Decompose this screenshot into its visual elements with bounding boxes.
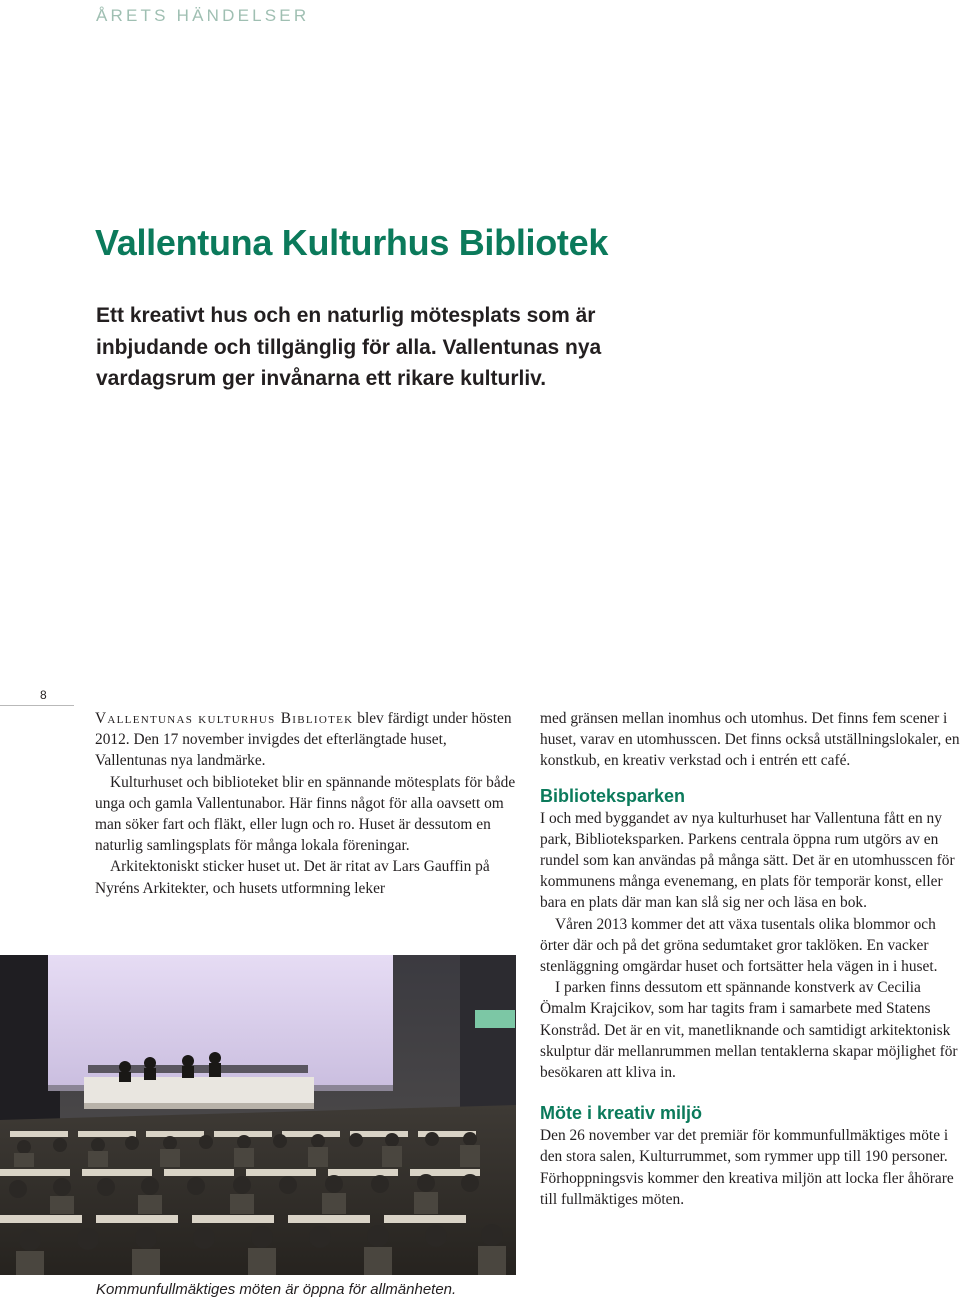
body-paragraph (95, 708, 520, 772)
article-lead: Ett kreativt hus och en naturlig mötesplats som är inbjudande och tillgänglig för alla. Vallentunas nya vardagsrum ger invånarna ett rikare kulturliv. (96, 304, 602, 390)
article-title: Vallentuna Kulturhus Bibliotek (95, 222, 609, 263)
body-paragraph: I parken finns dessutom ett spännande konstverk av Cecilia Ömalm Krajcikov, som har tagits fram i samarbete med Statens Konstråd. Det är en vit, manetliknande och samtidigt arkitektonisk skulptur där mellanrummen mellan tentaklerna skapar möjlighet för besökaren att kliva in. (540, 979, 958, 1082)
body-paragraph: I och med byggandet av nya kulturhuset har Vallentuna fått en ny park, Biblioteksparken. Parkens centrala öppna rum utgörs av en rundel som kan användas på många sätt. Det är en utomhusscen för kommunens många evenemang, en plats för temporär konst, eller bara en plats där man kan slå sig ner och läsa en bok. (540, 809, 955, 912)
subheading-biblioteksparken: Biblioteksparken (540, 785, 686, 806)
subheading-mote: Möte i kreativ miljö (540, 1103, 703, 1124)
page-number: 8 (40, 688, 47, 702)
opening-small-caps: Vallentunas kulturhus Bibliotek (95, 710, 354, 727)
meeting-photo-illustration (0, 955, 516, 1275)
running-head: ÅRETS HÄNDELSER (96, 6, 310, 25)
body-paragraph: Våren 2013 kommer det att växa tusentals olika blommor och örter där och på det gröna sedumtaket gror taklöken. En vacker stenläggning omgärdar huset och fortsätter hela vägen in i huset. (540, 915, 938, 976)
photo-caption: Kommunfullmäktiges möten är öppna för allmänheten. (96, 1281, 457, 1298)
meeting-photo (0, 955, 516, 1275)
body-column-left (95, 708, 520, 899)
opening-text: blev färdigt under hösten 2012. Den 17 november invigdes det efterlängtade huset, Vallentunas nya landmärke. (95, 710, 512, 770)
body-paragraph: Kulturhuset och biblioteket blir en spännande mötesplats för både unga och gamla Vallentunabor. Här finns något för alla oavsett om man söker fart och fläkt, eller lugn och ro. Huset är dessutom en naturlig samlingsplats för många lokala föreningar. (95, 773, 516, 855)
margin-rule (0, 705, 74, 706)
body-paragraph: Arkitektoniskt sticker huset ut. Det är ritat av Lars Gauffin på Nyréns Arkitekter, och husets utformning leker (95, 858, 490, 897)
body-column-right (540, 708, 960, 1210)
body-paragraph: med gränsen mellan inomhus och utomhus. Det finns fem scener i huset, varav en utomhusscen. Det finns också utställningslokaler, en konstkub, en kreativ verkstad och i entrén ett café. (540, 710, 960, 770)
body-paragraph: Den 26 november var det premiär för kommunfullmäktiges möte i den stora salen, Kulturrummet, som rymmer upp till 190 personer. Förhoppningsvis kommer den kreativa miljön att locka fler åhörare till fullmäktiges möten. (540, 1127, 954, 1208)
